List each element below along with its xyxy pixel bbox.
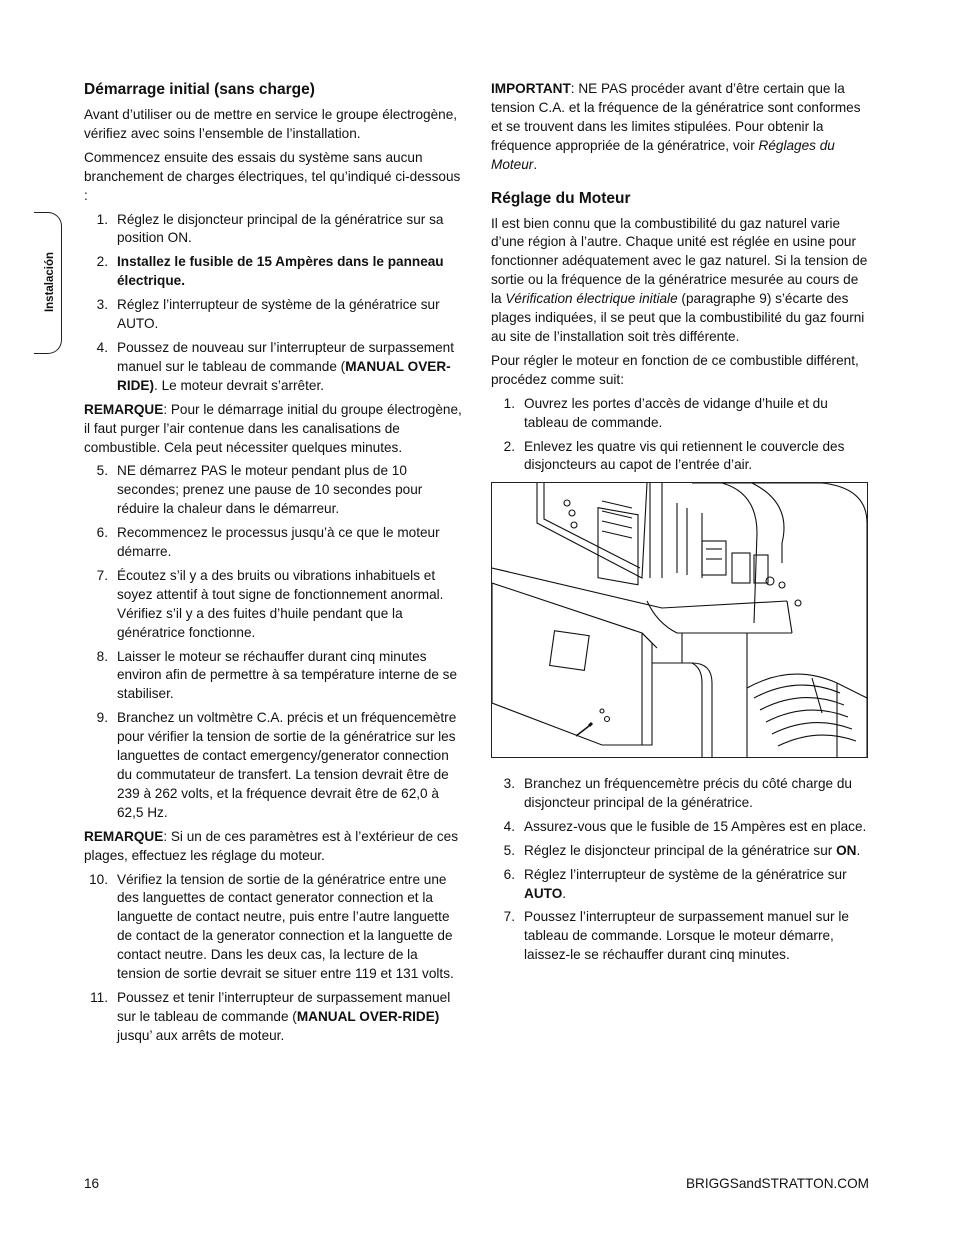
steps-list — [84, 871, 464, 1046]
list-item: 3. Réglez l’interrupteur de système de la génératrice sur AUTO. — [96, 297, 440, 332]
list-item: 2. Installez le fusible de 15 Ampères dans le panneau électrique. — [96, 254, 444, 289]
steps-list — [491, 775, 871, 965]
list-item: 7. Écoutez s’il y a des bruits ou vibrations inhabituels et soyez attentif à tout signe de fonctionnement anormal. Vérifiez s’il y a des fuites d’huile pendant que la génératrice fonctionne. — [96, 567, 444, 640]
list-item: 5. NE démarrez PAS le moteur pendant plus de 10 secondes; prenez une pause de 10 secondes pour réduire la chaleur dans le démarreur. — [96, 463, 423, 517]
list-item: 6. Recommencez le processus jusqu’à ce que le moteur démarre. — [96, 525, 440, 560]
heading-initial-start: Démarrage initial (sans charge) — [84, 81, 315, 98]
steps-list — [84, 211, 464, 396]
paragraph: Commencez ensuite des essais du système sans aucun branchement de charges électriques, tel qu’indiqué ci-dessous : — [84, 149, 461, 203]
paragraph: Pour régler le moteur en fonction de ce combustible différent, procédez comme suit: — [491, 352, 859, 387]
list-item: 4. Assurez-vous que le fusible de 15 Ampères est en place. — [503, 818, 867, 834]
important-note: IMPORTANT: NE PAS procéder avant d’être certain que la tension C.A. et la fréquence de la génératrice sont conformes et se trouvent dans les limites stipulées. Pour obtenir la fréquence appropriée de la génératrice, voir Réglages du Moteur. — [491, 81, 861, 172]
list-item: 11. Poussez et tenir l’interrupteur de surpassement manuel sur le tableau de commande (MANUAL OVER-RIDE) jusqu’ aux arrêts de moteur. — [90, 989, 451, 1043]
remark-note: REMARQUE: Pour le démarrage initial du groupe électrogène, il faut purger l’air contenue dans les canalisations de combustible. Cela peut nécessiter quelques minutes. — [84, 401, 462, 455]
list-item: 10. Vérifiez la tension de sortie de la génératrice entre une des languettes de contact generator connection et la languette de contact neutre, puis entre l’autre languette de contact de la generator connection et la languette de contact neutre. Dans les deux cas, la lecture de la tension de sortie devrait se situer entre 119 et 131 volts. — [89, 871, 454, 982]
left-column — [84, 80, 464, 1051]
list-item: 2. Enlevez les quatre vis qui retiennent le couvercle des disjoncteurs au capot de l’entrée d’air. — [503, 438, 845, 473]
section-side-tab-label: Instalación — [44, 251, 56, 313]
remark-note: REMARQUE: Si un de ces paramètres est à l’extérieur de ces plages, effectuez les réglage du moteur. — [84, 828, 458, 863]
list-item: 8. Laisser le moteur se réchauffer durant cinq minutes environ afin de permettre à sa température interne de se stabiliser. — [96, 648, 458, 702]
list-item: 7. Poussez l’interrupteur de surpassement manuel sur le tableau de commande. Lorsque le moteur démarre, laissez-le se réchauffer durant cinq minutes. — [503, 909, 849, 963]
heading-engine-adjustment: Réglage du Moteur — [491, 189, 631, 207]
list-item: 9. Branchez un voltmètre C.A. précis et un fréquencemètre pour vérifier la tension de sortie de la génératrice sur les languettes de contact emergency/generator connection du commutateur de transfert. La tension devrait être de 239 à 262 volts, et la fréquence devrait être de 62,0 à 62,5 Hz. — [96, 710, 457, 820]
page-number: 16 — [84, 1176, 100, 1191]
list-item: 4. Poussez de nouveau sur l’interrupteur de surpassement manuel sur le tableau de commande (MANUAL OVER-RIDE). Le moteur devrait s’arrêter. — [96, 339, 455, 393]
paragraph: Il est bien connu que la combustibilité du gaz naturel varie d’une région à l’autre. Chaque unité est réglée en usine pour fonctionner adéquatement avec le gaz naturel. Si la tension de sortie ou la fréquence de la génératrice mesurée au cours de la Vérification électrique initiale (paragraphe 9) s’écarte des plages indiquées, il se peut que la combustibilité du gaz fourni au site de l’installation soit très différente. — [491, 215, 868, 344]
list-item: 6. Réglez l’interrupteur de système de la génératrice sur AUTO. — [503, 866, 847, 901]
list-item: 5. Réglez le disjoncteur principal de la génératrice sur ON. — [503, 842, 861, 858]
breaker-cover-illustration — [491, 482, 868, 758]
steps-list — [491, 395, 871, 476]
right-column-continued — [491, 775, 871, 970]
list-item: 1. Ouvrez les portes d’accès de vidange d’huile et du tableau de commande. — [503, 395, 828, 430]
website-link: BRIGGSandSTRATTON.COM — [685, 1176, 869, 1191]
list-item: 1. Réglez le disjoncteur principal de la génératrice sur sa position ON. — [96, 211, 444, 246]
right-column — [491, 80, 871, 480]
paragraph: Avant d’utiliser ou de mettre en service le groupe électrogène, vérifiez avec soins l’ensemble de l’installation. — [84, 107, 458, 141]
steps-list — [84, 462, 464, 822]
list-item: 3. Branchez un fréquencemètre précis du côté charge du disjoncteur principal de la génératrice. — [503, 776, 852, 810]
